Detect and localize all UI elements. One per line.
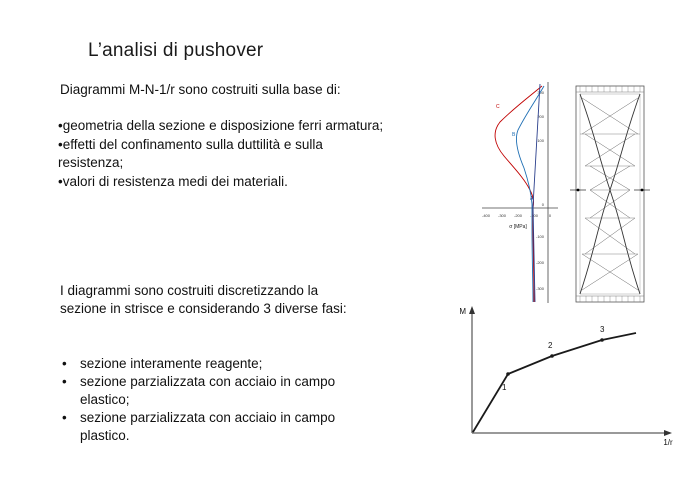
annotation-A: A [530, 196, 534, 202]
y-axis-arrow [469, 306, 475, 314]
data-point [506, 372, 510, 376]
y-tick-label: -100 [535, 234, 544, 239]
bullet-list-top [58, 117, 388, 191]
y-tick-label: 200 [537, 114, 544, 119]
stress-plot [482, 82, 558, 303]
annotation-2: 2 [548, 341, 553, 350]
x-tick-label: -300 [497, 213, 507, 218]
bullet-marker: • [62, 356, 67, 371]
x-tick-label: 0 [548, 213, 552, 218]
list-item-label: sezione parzializzata con acciaio in campo plastico. [80, 410, 336, 443]
annotation-B: B [512, 132, 516, 138]
bullet-list-bottom [60, 355, 370, 445]
page-title: L’analisi di pushover [88, 40, 264, 61]
y-tick-label: -300 [535, 286, 544, 291]
y-tick-label: -200 [535, 260, 544, 265]
x-axis-label: 1/r [663, 438, 673, 447]
x-tick-label: -400 [481, 213, 491, 218]
y-axis-label: M [459, 307, 466, 316]
annotation-C: C [496, 104, 500, 110]
figure-moment-curvature [440, 300, 690, 450]
list-item [60, 409, 370, 445]
moment-curvature-svg [440, 300, 690, 450]
x-tick-label: -200 [513, 213, 523, 218]
bullet-marker: • [62, 374, 67, 389]
annotation-3: 3 [600, 325, 605, 334]
data-point [550, 354, 554, 358]
list-item [60, 355, 370, 373]
list-item [60, 373, 370, 409]
list-item: •geometria della sezione e disposizione ferri armatura; [58, 118, 384, 133]
series-confinato [495, 86, 542, 302]
list-item-label: sezione parzializzata con acciaio in campo elastico; [80, 374, 336, 407]
discretized-section [570, 86, 650, 302]
series-moment-curvature [473, 333, 636, 432]
y-tick-label: 100 [537, 138, 544, 143]
x-axis-label: σ [MPa] [509, 224, 527, 230]
intro-text: Diagrammi M-N-1/r sono costruiti sulla base di: [60, 82, 341, 97]
list-item: •valori di resistenza medi dei materiali. [58, 173, 288, 189]
paragraph-middle: I diagrammi sono costruiti discretizzando la sezione in strisce e considerando 3 diverse fasi: [60, 283, 347, 316]
y-tick-label: 0 [541, 202, 544, 207]
figure-stress-and-section [470, 78, 690, 308]
x-tick-label: -100 [529, 213, 539, 218]
annotation-1: 1 [502, 383, 507, 392]
bullet-marker: • [62, 410, 67, 425]
x-axis-arrow [664, 430, 672, 436]
stress-diagram-svg [470, 78, 690, 308]
list-item-label: sezione interamente reagente; [80, 356, 263, 371]
list-item: •effetti del confinamento sulla duttilità e sulla resistenza; [58, 136, 323, 170]
y-tick-label: 300 [537, 90, 544, 95]
data-point [600, 338, 604, 342]
